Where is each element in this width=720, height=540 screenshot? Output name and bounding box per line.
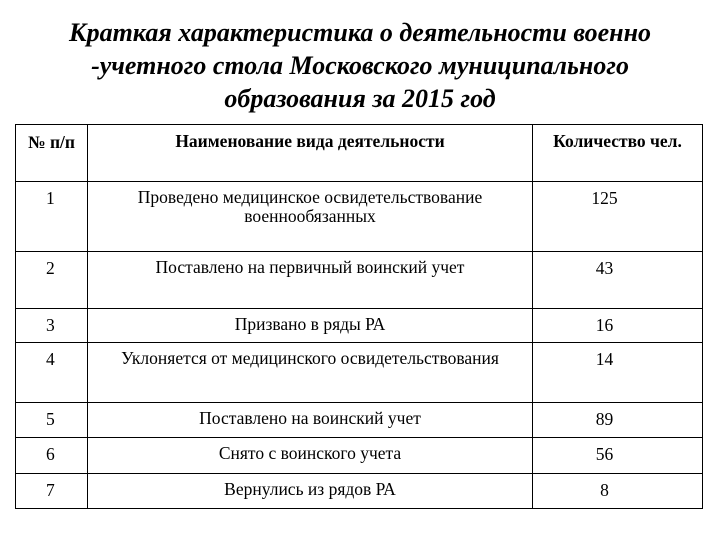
row-number: 1 <box>16 182 88 252</box>
activity-table <box>15 124 703 509</box>
header-number: № п/п <box>16 125 88 182</box>
people-count: 8 <box>533 474 703 509</box>
header-people-count: Количество чел. <box>533 125 703 182</box>
activity-name: Вернулись из рядов РА <box>88 474 533 509</box>
people-count: 125 <box>533 182 703 252</box>
title-line-1: Краткая характеристика о деятельности военно <box>68 18 652 47</box>
people-count: 56 <box>533 438 703 474</box>
people-count: 14 <box>533 343 703 403</box>
table-row <box>16 438 703 474</box>
title-line-2: -учетного стола Московского муниципального <box>91 51 629 80</box>
activity-name: Поставлено на первичный воинский учет <box>88 252 533 309</box>
table-row <box>16 252 703 309</box>
activity-name: Уклоняется от медицинского освидетельствования <box>88 343 533 403</box>
table-row <box>16 343 703 403</box>
table-row <box>16 403 703 438</box>
row-number: 5 <box>16 403 88 438</box>
table-header-row <box>16 125 703 182</box>
header-activity-name: Наименование вида деятельности <box>88 125 533 182</box>
row-number: 3 <box>16 309 88 343</box>
table-row <box>16 474 703 509</box>
table-row <box>16 182 703 252</box>
table-row <box>16 309 703 343</box>
row-number: 2 <box>16 252 88 309</box>
row-number: 4 <box>16 343 88 403</box>
people-count: 89 <box>533 403 703 438</box>
row-number: 6 <box>16 438 88 474</box>
row-number: 7 <box>16 474 88 509</box>
document-title <box>0 16 720 115</box>
activity-name: Призвано в ряды РА <box>88 309 533 343</box>
activity-name: Проведено медицинское освидетельствование военнообязанных <box>88 182 533 252</box>
activity-name: Поставлено на воинский учет <box>88 403 533 438</box>
people-count: 43 <box>533 252 703 309</box>
people-count: 16 <box>533 309 703 343</box>
title-line-3: образования за 2015 год <box>224 84 496 113</box>
activity-name: Снято с воинского учета <box>88 438 533 474</box>
